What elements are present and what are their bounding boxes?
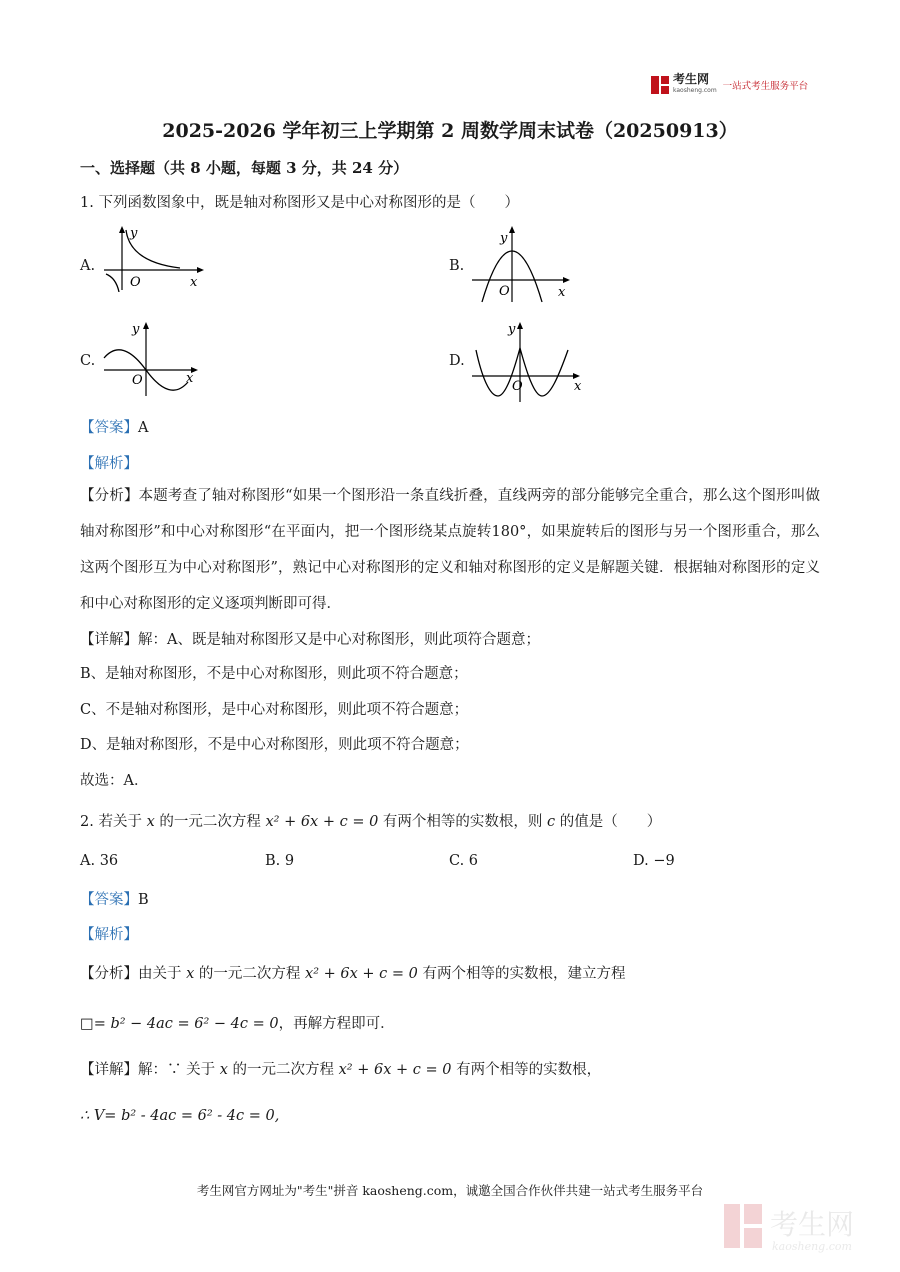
- axis-label-x: x: [190, 275, 198, 290]
- origin-label: O: [130, 275, 141, 290]
- kaosheng-watermark: [720, 1200, 880, 1256]
- q1-detail-line-1: 【详解】解：A、既是轴对称图形又是中心对称图形，则此项符合题意；: [80, 632, 540, 648]
- q2-analysis-tag: 【解析】: [80, 927, 138, 943]
- q1-option-b-label: B.: [449, 258, 465, 274]
- q1-graph-c: [100, 318, 210, 398]
- q1-graph-a: [100, 222, 210, 292]
- q1-fenxi: 【分析】本题考查了轴对称图形“如果一个图形沿一条直线折叠，直线两旁的部分能够完全重合，那么这个图形叫做轴对称图形”和中心对称图形“在平面内，把一个图形绕某点旋转180°，如果旋转后的图形与另一个图形重合，那么这两个图形互为中心对称图形”，熟记中心对称图形的定义和轴对称图形的定义是解题关键．根据轴对称图形的定义和中心对称图形的定义逐项判断即可得．: [80, 488, 820, 612]
- svg-text:y: y: [132, 322, 140, 337]
- page-title: 2025-2026 学年初三上学期第 2 周数学周末试卷（20250913）: [162, 120, 738, 142]
- q2-option-d: D. −9: [633, 853, 675, 869]
- svg-text:x: x: [186, 371, 194, 386]
- header-slogan: 一站式考生服务平台: [722, 81, 809, 92]
- svg-text:O: O: [512, 379, 523, 394]
- q1-option-c-label: C.: [80, 353, 96, 369]
- page-footer: 考生网官方网址为"考生"拼音 kaosheng.com，诚邀全国合作伙伴共建一站式考生服务平台: [196, 1183, 704, 1198]
- watermark-domain: kaosheng.com: [772, 1240, 852, 1253]
- q2-fenxi-line-1: 【分析】由关于 x 的一元二次方程 x² + 6x + c = 0 有两个相等的实数根，建立方程: [80, 966, 626, 982]
- q2-option-c: C. 6: [449, 853, 479, 869]
- axis-label-y: y: [130, 226, 138, 241]
- q1-detail-line-4: D、是轴对称图形，不是中心对称图形，则此项不符合题意；: [80, 737, 469, 753]
- svg-text:x: x: [558, 285, 566, 300]
- svg-text:y: y: [508, 322, 516, 337]
- q1-stem: 1. 下列函数图象中，既是轴对称图形又是中心对称图形的是（ ）: [80, 195, 519, 211]
- watermark-brand: 考生网: [770, 1208, 855, 1241]
- svg-text:y: y: [500, 231, 508, 246]
- q1-detail-line-2: B、是轴对称图形，不是中心对称图形，则此项不符合题意；: [80, 666, 468, 682]
- q1-analysis-tag: 【解析】: [80, 456, 138, 472]
- q2-answer: 【答案】B: [80, 892, 149, 908]
- q1-graph-d: [468, 318, 588, 404]
- q2-therefore-line: ∴ V= b² - 4ac = 6² - 4c = 0,: [80, 1108, 280, 1124]
- header-brand: 考生网 kaosheng.com: [673, 72, 717, 94]
- svg-text:x: x: [574, 379, 582, 394]
- q1-graph-b: [468, 222, 578, 304]
- svg-text:O: O: [132, 373, 143, 388]
- q2-stem: 2. 若关于 x 的一元二次方程 x² + 6x + c = 0 有两个相等的实数根，则 c 的值是（ ）: [80, 814, 662, 830]
- q2-option-b: B. 9: [265, 853, 295, 869]
- q2-option-a: A. 36: [80, 853, 119, 869]
- section-heading: 一、选择题（共 8 小题，每题 3 分，共 24 分）: [80, 159, 409, 177]
- q2-detail-line-1: 【详解】解：∵ 关于 x 的一元二次方程 x² + 6x + c = 0 有两个相等的实数根，: [80, 1062, 602, 1078]
- svg-text:O: O: [499, 284, 510, 299]
- header-logo: [651, 74, 808, 96]
- q1-option-a-label: A.: [80, 258, 96, 274]
- q1-answer: 【答案】A: [80, 420, 149, 436]
- q1-detail-line-3: C、不是轴对称图形，是中心对称图形，则此项不符合题意；: [80, 702, 469, 718]
- q1-option-d-label: D.: [449, 353, 465, 369]
- kaosheng-logo-icon: [651, 76, 669, 94]
- q1-detail-line-5: 故选：A．: [80, 773, 149, 789]
- q2-fenxi-line-2: □= b² − 4ac = 6² − 4c = 0，再解方程即可．: [80, 1016, 395, 1032]
